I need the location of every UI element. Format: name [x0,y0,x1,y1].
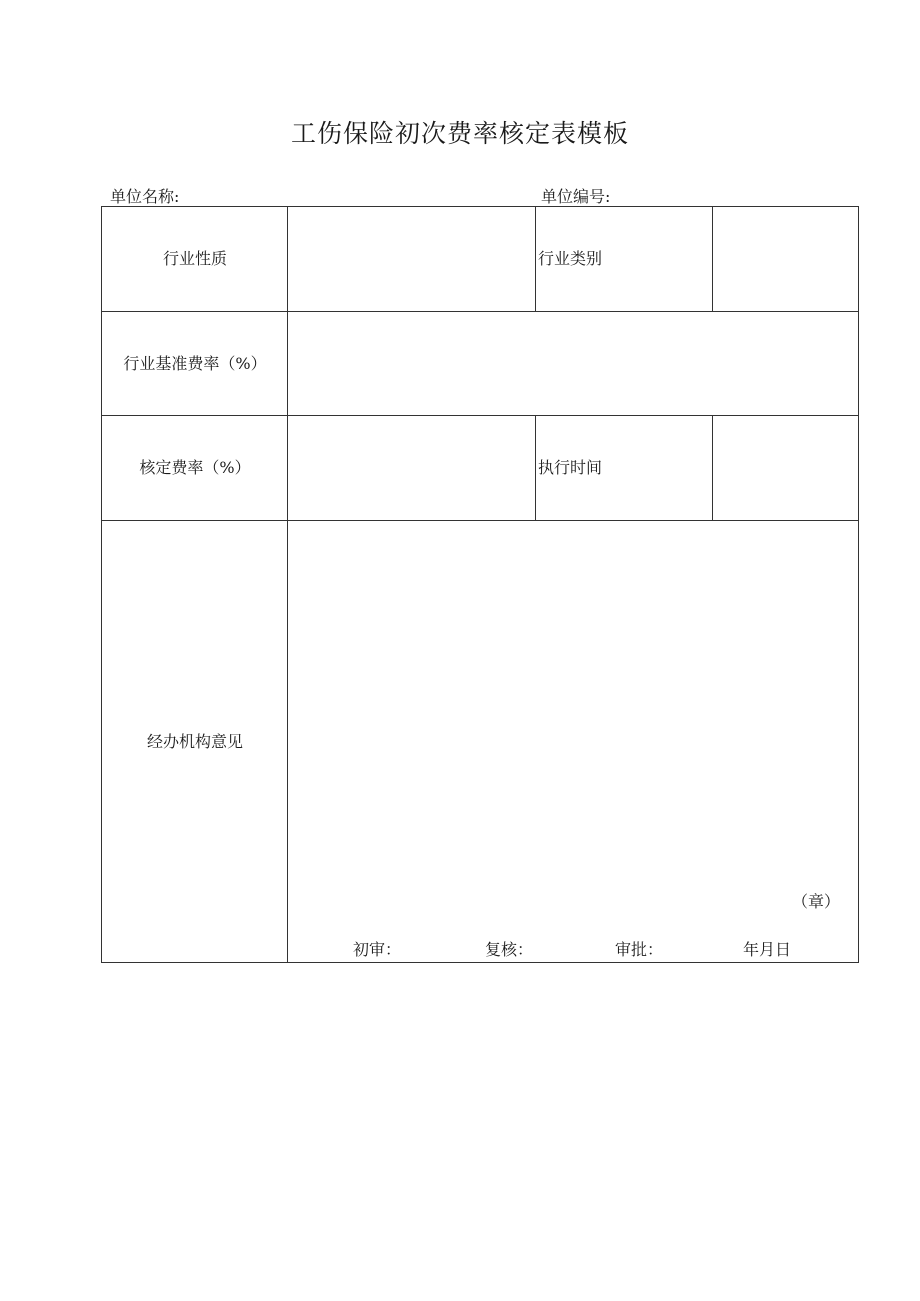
row-divider [102,520,858,521]
recheck-label: 复核： [485,940,534,959]
page-title: 工伤保险初次费率核定表模板 [290,119,629,148]
approval-label: 审批： [615,940,664,959]
execution-time-label: 执行时间 [538,458,603,477]
unit-code-label: 单位编号: [541,187,611,206]
unit-name-label: 单位名称: [110,187,180,206]
agency-opinion-label: 经办机构意见 [146,732,243,751]
industry-category-label: 行业类别 [538,249,603,268]
first-review-label: 初审： [353,940,402,959]
column-divider [535,207,536,311]
seal-label: （章） [792,892,841,911]
column-divider [712,207,713,311]
column-divider [287,207,288,962]
column-divider [535,415,536,520]
date-label: 年月日 [743,940,792,959]
row-divider [102,311,858,312]
industry-nature-label: 行业性质 [162,249,227,268]
rate-form-table [101,206,859,963]
industry-base-rate-label: 行业基准费率（%） [123,354,267,373]
column-divider [712,415,713,520]
approved-rate-label: 核定费率（%） [139,458,251,477]
row-divider [102,415,858,416]
